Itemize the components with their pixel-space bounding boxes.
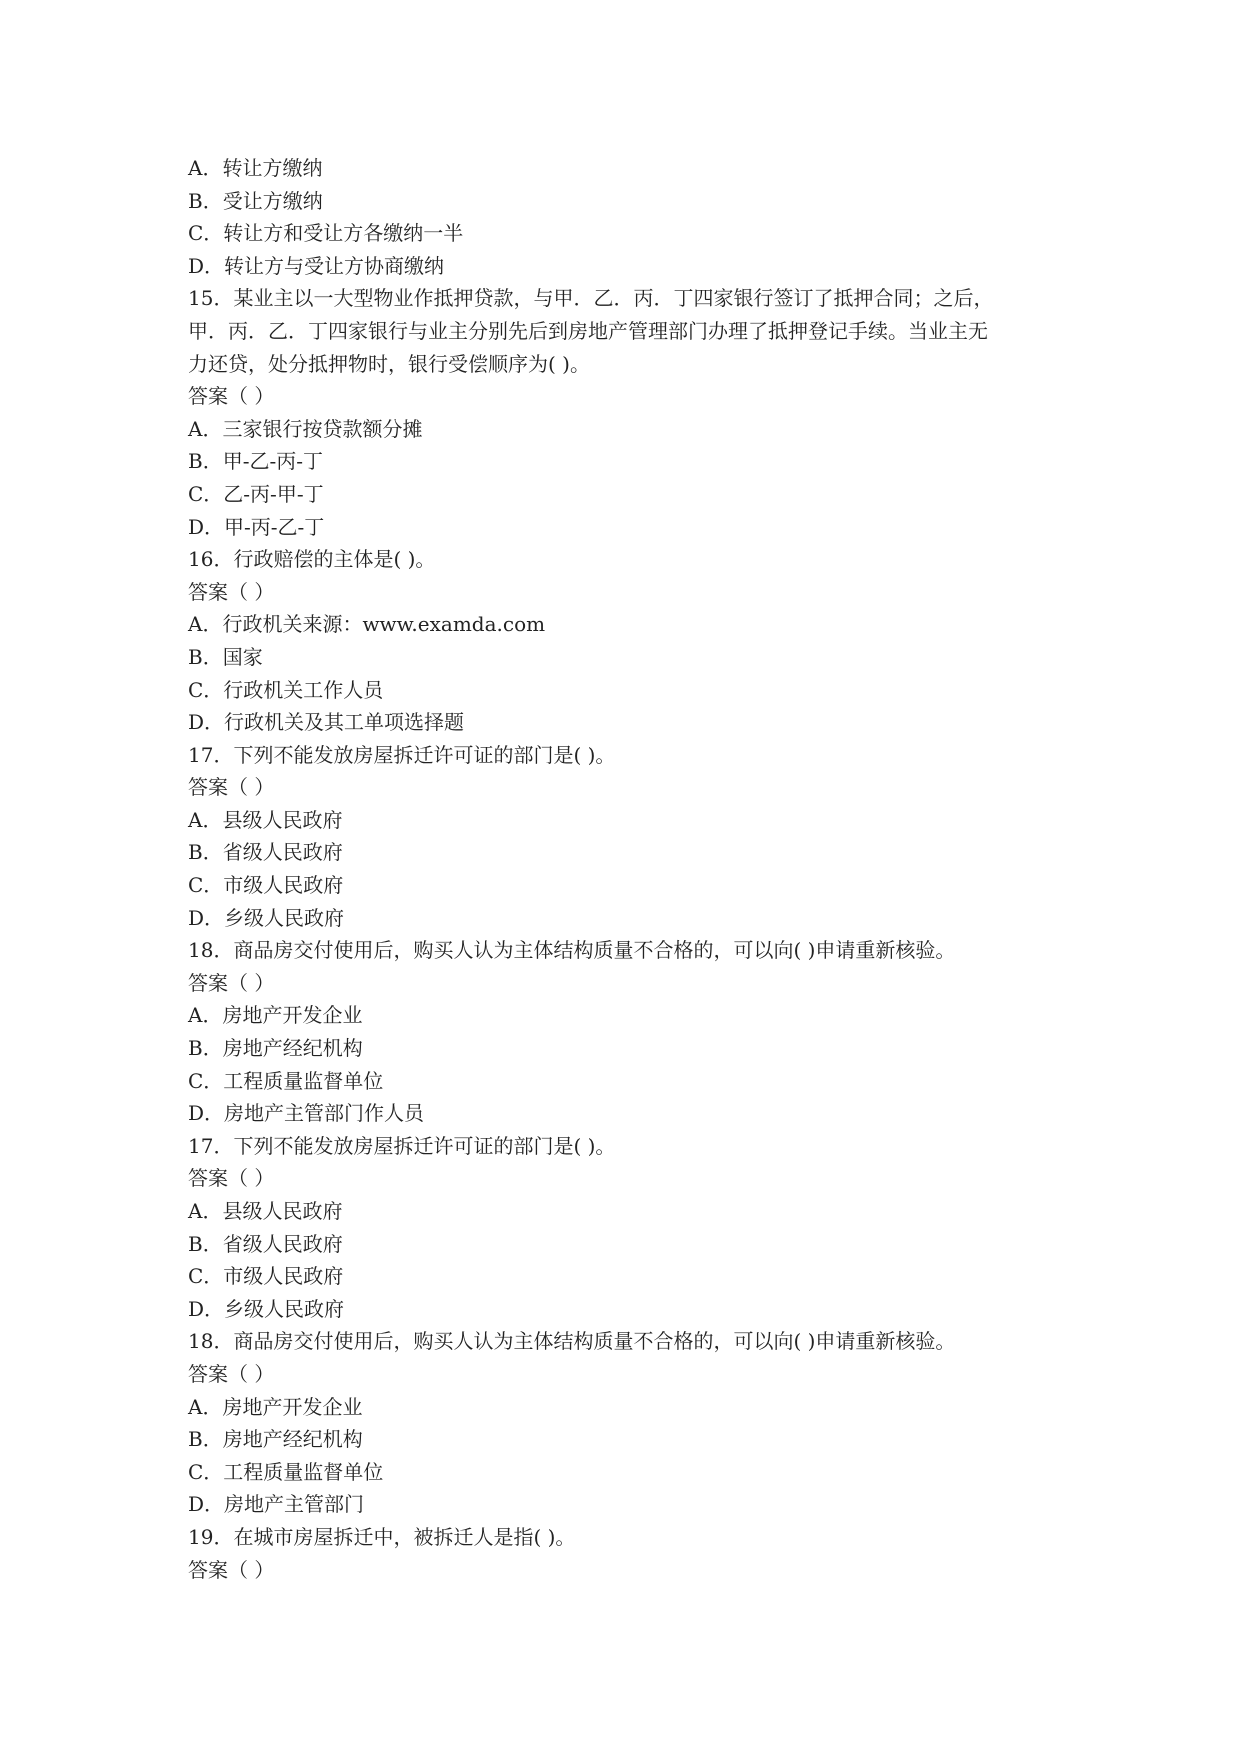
option-line: B．省级人民政府 [188, 1231, 343, 1256]
option-line: A．县级人民政府 [188, 1199, 343, 1223]
option-line: A．行政机关来源：www.examda.com [188, 612, 546, 637]
answer-line: 答案（ ） [188, 775, 275, 800]
question-line: 18．商品房交付使用后，购买人认为主体结构质量不合格的，可以向( )申请重新核验。 [188, 1329, 956, 1354]
option-line: D．甲-丙-乙-丁 [188, 514, 325, 539]
answer-line: 答案（ ） [188, 1361, 275, 1386]
question-line: 17．下列不能发放房屋拆迁许可证的部门是( )。 [188, 1133, 616, 1158]
answer-line: 答案（ ） [188, 579, 275, 604]
option-line: A．三家银行按贷款额分摊 [188, 416, 423, 441]
option-line: B．省级人民政府 [188, 840, 343, 865]
option-line: A．县级人民政府 [188, 807, 343, 832]
option-line: D．转让方与受让方协商缴纳 [188, 253, 445, 278]
option-line: B．房地产经纪机构 [188, 1036, 363, 1061]
option-line: B．房地产经纪机构 [188, 1427, 363, 1452]
option-line: B．甲-乙-丙-丁 [188, 449, 323, 474]
option-line: C．行政机关工作人员 [188, 677, 384, 702]
answer-line: 答案（ ） [188, 384, 275, 409]
option-line: B．国家 [188, 644, 263, 669]
question-line: 力还贷，处分抵押物时，银行受偿顺序为( )。 [188, 351, 590, 376]
question-line: 15．某业主以一大型物业作抵押贷款，与甲．乙．丙．丁四家银行签订了抵押合同；之后， [188, 286, 994, 311]
option-line: C．市级人民政府 [188, 873, 344, 898]
question-line: 18．商品房交付使用后，购买人认为主体结构质量不合格的，可以向( )申请重新核验。 [188, 938, 956, 963]
document-body [188, 152, 1068, 1586]
option-line: C．市级人民政府 [188, 1264, 344, 1289]
option-line: D．房地产主管部门 [188, 1492, 365, 1517]
option-line: D．行政机关及其工单项选择题 [188, 710, 465, 735]
option-line: A．转让方缴纳 [188, 156, 323, 180]
option-line: C．转让方和受让方各缴纳一半 [188, 221, 464, 246]
answer-line: 答案（ ） [188, 1166, 275, 1191]
question-line: 17．下列不能发放房屋拆迁许可证的部门是( )。 [188, 742, 616, 767]
option-line: C．工程质量监督单位 [188, 1459, 384, 1484]
option-line: C．乙-丙-甲-丁 [188, 481, 324, 506]
question-line: 19．在城市房屋拆迁中，被拆迁人是指( )。 [188, 1524, 576, 1549]
answer-line: 答案（ ） [188, 1557, 275, 1582]
option-line: A．房地产开发企业 [188, 1003, 363, 1028]
option-line: D．乡级人民政府 [188, 1296, 345, 1321]
option-line: C．工程质量监督单位 [188, 1068, 384, 1093]
option-line: A．房地产开发企业 [188, 1394, 363, 1419]
answer-line: 答案（ ） [188, 970, 275, 995]
option-line: D．乡级人民政府 [188, 905, 345, 930]
option-line: D．房地产主管部门作人员 [188, 1101, 425, 1126]
question-line: 16．行政赔偿的主体是( )。 [188, 547, 436, 572]
option-line: B．受让方缴纳 [188, 188, 323, 213]
question-line: 甲．丙．乙．丁四家银行与业主分别先后到房地产管理部门办理了抵押登记手续。当业主无 [188, 318, 988, 343]
